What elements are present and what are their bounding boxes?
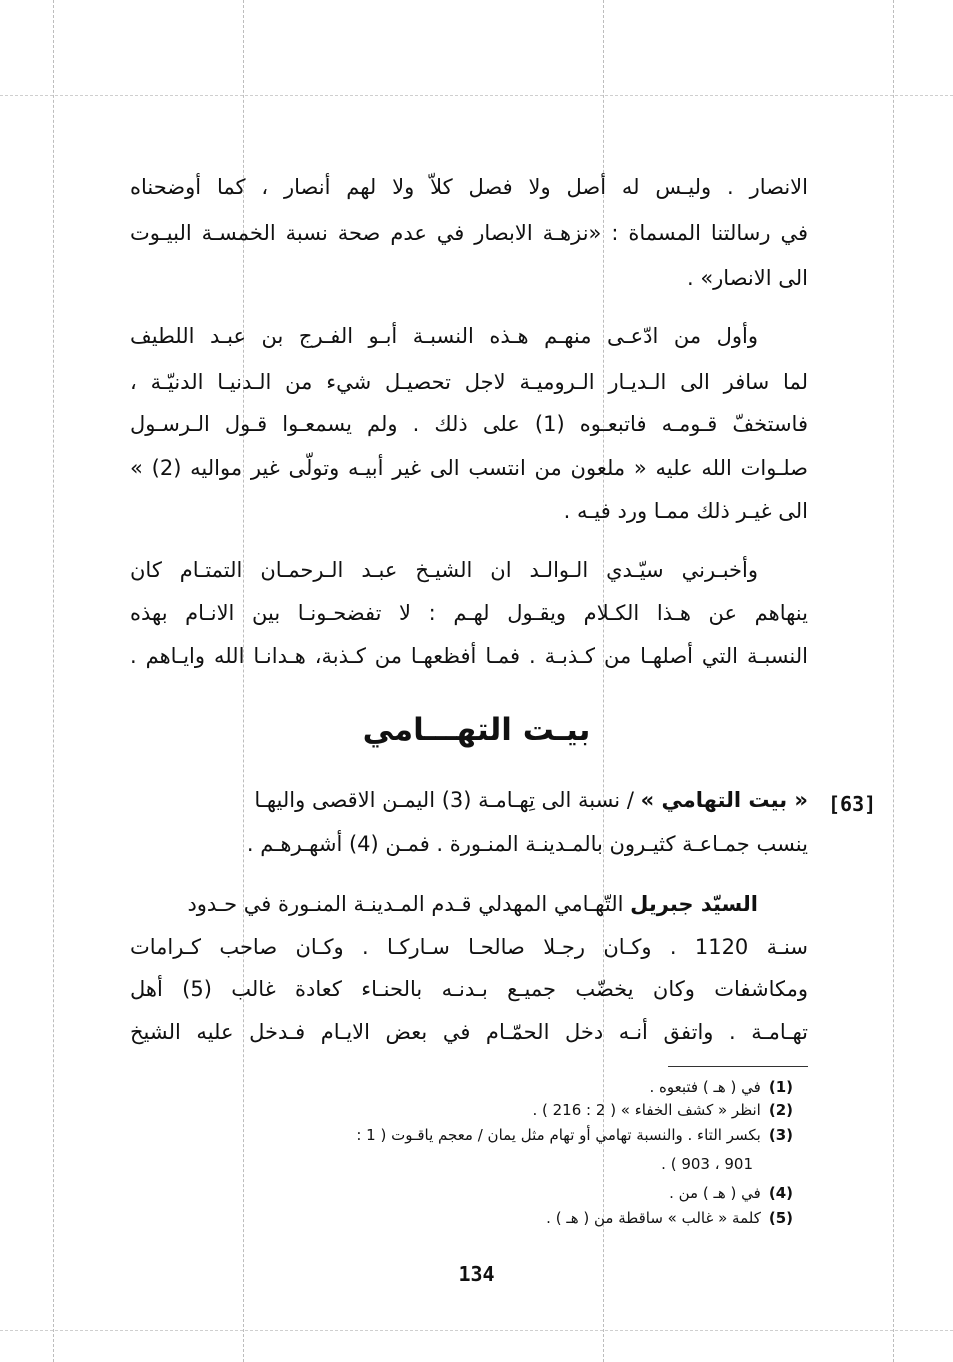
footnote-text: انظر « كشف الخفاء » ( 2 : 216 ) . [532, 1101, 761, 1119]
paragraph-3-line: وأخبـرني سيّـدي الـوالـد ان الشيـخ عبـد الـرحمـان التمتـام كان [130, 558, 758, 582]
footnote-number: (4) [768, 1184, 793, 1202]
paragraph-1-line: في رسالتنا المسماة : «نزهـة الابصار في عدم صحة نسبة الخمسـة البيـوت [130, 221, 808, 245]
paragraph-2-line: الى غيـر ذلك ممـا ورد فيـه . [563, 499, 808, 523]
paragraph-5-line: سنـة 1120 . وكـان رجـلا صالحـا سـاركـا . وكـان صاحب كـرامات [130, 935, 808, 959]
paragraph-2-line: فاستخفّ قـومـه فاتبعـوه (1) على ذلك . ولم يسمعـوا قـول الـرسـول [130, 412, 808, 436]
paragraph-5-line: تهـامـة . واتفق أنـه دخل الحمّـام في بعض الايـام فـدخل عليه الشيخ [130, 1020, 808, 1044]
entry-lead: « بيت التهامي » [640, 788, 808, 812]
paragraph-5-text: التّهـامي المهدلي قـدم المـدينـة المنـورة في حـدود [187, 892, 624, 916]
scan-guide-line [0, 1330, 953, 1331]
paragraph-1-line: الانصار . وليـس له أصل ولا فصل كلاّ ولا لهم أنصار ، كما أوضحناه [130, 175, 808, 199]
paragraph-3-line: ينهاهم عن هـذا الكـلام ويقـول لهـم : لا تفضحـونـا بين الانـام بهذه [130, 601, 808, 625]
person-name: السيّد جبريل [630, 892, 758, 916]
footnote-continuation [661, 1157, 753, 1172]
entry-number: [63] [828, 792, 877, 816]
paragraph-4-first-line [130, 790, 808, 811]
paragraph-3-line: النسبـة التي أصلهـا من كـذبـة . فمـا أفظعهـا من كـذبة، هـدانـا الله وايـاهم . [130, 644, 808, 668]
paragraph-5-line: ومكاشفات وكان يخضّب جميـع بـدنـه بالحنـاء كعادة غالب (5) أهل [130, 977, 808, 1001]
paragraph-2-line: وأول من ادّعـى منهـم هـذه النسبـة أبـو الفـرج بن عبـد اللطيف [130, 324, 758, 348]
footnote-number: (3) [768, 1126, 793, 1144]
footnote-text: بكسر التاء . والنسبة تهامي أو تهام مثل يمان / معجم ياقـوت ( 1 : [356, 1126, 761, 1144]
footnote-text: 901 ، 903 ) . [661, 1155, 753, 1173]
footnote-text: في ( هـ ) فتبعوه . [649, 1078, 761, 1096]
scan-guide-line [53, 0, 54, 1362]
footnote [649, 1080, 793, 1095]
paragraph-2-line: لما سافر الى الـديـار الـروميـة لاجل تحصيـل شيء من الـدنيـا الدنيّـة ، [130, 370, 808, 394]
page-number: 134 [458, 1262, 495, 1286]
footnote [669, 1186, 793, 1201]
footnote [546, 1211, 793, 1226]
footnote-text: في ( هـ ) من . [669, 1184, 761, 1202]
footnote-number: (5) [768, 1209, 793, 1227]
paragraph-2-line: صلـوات الله عليه « ملعون من انتسب الى غير أبيـه وتولّى غير مواليه (2) » [130, 456, 808, 480]
footnote [532, 1103, 793, 1118]
scan-guide-line [603, 0, 604, 1362]
footnote-number: (1) [768, 1078, 793, 1096]
footnote-divider [668, 1066, 808, 1067]
scan-guide-line [893, 0, 894, 1362]
paragraph-4-line: ينسب جمـاعـة كثيـرون بالمـدينـة المنـورة . فمـن (4) أشهـرهـم . [246, 832, 808, 856]
footnote-text: كلمة « غالب » ساقطة من ( هـ ) . [546, 1209, 761, 1227]
footnote [356, 1128, 793, 1143]
footnote-number: (2) [768, 1101, 793, 1119]
paragraph-1-line: الى الانصار» . [686, 266, 808, 290]
paragraph-5-first-line [130, 894, 758, 915]
section-title: بيـت التهـــامي [362, 712, 591, 748]
scan-guide-line [243, 0, 244, 1362]
paragraph-4-text: / نسبة الى تِهـامـة (3) اليمـن الاقصى واليهـا [254, 788, 634, 812]
scan-guide-line [0, 95, 953, 96]
